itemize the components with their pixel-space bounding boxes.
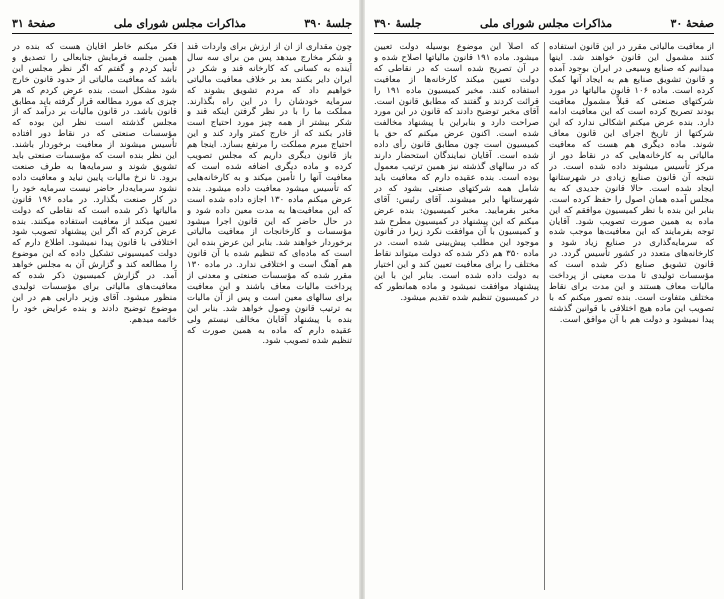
left-column-left-text: فکر میکنم خاطر آقایان هست که بنده در همین جلسه فرمایش جنابعالی را تصدیق و تأیید کردم و گفتم که اگر نظر مجلس این باشد که معافیت مالیاتی از حدود قانون خارج شود مشکل است. بنده عرض کردم که هر چیزی که مورد مطالعه قرار گرفته باید مطابق قانون باشد. در قانون مالیات بر درآمد که از مجلس گذشته است نظر این بوده که مؤسسات صنعتی که در نقاط دور افتاده تأسیس میشوند از معافیت برخوردار باشند. این نظر بنده است که مؤسسات صنعتی باید تشویق شوند و سرمایه‌ها به طرف صنعت برود. تا نرخ مالیات پایین نیاید و معافیت داده نشود سرمایه‌دار حاضر نیست سرمایه خود را در کار صنعت بگذارد. در ماده ۱۹۶ قانون مالیاتها ذکر شده است که نقاطی که دولت تعیین میکند از معافیت استفاده میکنند. بنده عرض کردم که اگر این پیشنهاد تصویب شود اختلافی با قانون پیدا نمیشود. اطلاع دارم که دولت کمیسیونی تشکیل داده که این موضوع را مطالعه کند و گزارش آن به مجلس خواهد آمد. در گزارش کمیسیون ذکر شده که معافیت‌های مالیاتی برای مؤسسات تولیدی منظور میشود. آقای وزیر دارایی هم در این موضوع توضیح دادند و بنده عرایض خود را خاتمه میدهم.: [12, 42, 177, 325]
left-header-rule: [12, 33, 352, 34]
left-running-title: مذاکرات مجلس شورای ملی: [113, 16, 247, 30]
right-session-label: جلسهٔ ۳۹۰: [374, 16, 422, 30]
right-page-number: صفحهٔ ۳۰: [670, 16, 714, 30]
right-column-divider: [544, 42, 545, 590]
left-page-number: صفحهٔ ۳۱: [12, 16, 56, 30]
left-page-column-left: [12, 42, 177, 590]
right-header-rule: [374, 33, 714, 34]
right-page-column-left: [374, 42, 539, 590]
left-session-label: جلسهٔ ۳۹۰: [304, 16, 352, 30]
left-page-column-right: [187, 42, 352, 590]
right-page: [362, 0, 724, 599]
right-page-column-right: [549, 42, 714, 590]
left-column-right-text: چون مقداری از آن از ارزش برای واردات قند و شکر مخارج میدهد پس من برای سه سال آینده به کسانی که کارخانه قند و شکر در ایران دایر بکنند بعد بر خلاف معافیت مالیاتی خواهیم داد که مردم تشویق بشوند که سرمایه خودشان را در این راه بگذارند. مملکت ما را با در نظر گرفتن اینکه قند و شکر بیشتر از همه چیز مورد احتیاج است قادر بکند که از خارج کمتر وارد کند و این احتیاج مبرم مملکت را مرتفع بسازد. اینجا هم باز قانون دیگری داریم که مجلس تصویب کرده و ماده دیگری اضافه شده است که معافیت آنها را تأمین میکند و به کارخانه‌هایی که تأسیس میشود معافیت داده میشود. بنده عرض میکنم ماده ۱۳۰ اجازه داده شده است که این معافیت‌ها به مدت معین داده شود و در حال حاضر که این قانون اجرا میشود مؤسسات و کارخانجات از معافیت مالیاتی برخوردار خواهند شد. بنابر این عرض بنده این است که ماده‌ای که تنظیم شده با آن قانون هم آهنگ است و اختلافی ندارد. در ماده ۱۳۰ مقرر شده که مؤسسات صنعتی و معدنی از پرداخت مالیات معاف باشند و این معافیت برای سالهای معین است و پس از آن مالیات به ترتیب قانون وصول خواهد شد. بنابر این بنده با پیشنهاد آقایان مخالف نیستم ولی عقیده دارم که ماده به همین صورت که تنظیم شده تصویب شود.: [187, 42, 352, 347]
right-column-right-text: از معافیت مالیاتی مقرر در این قانون استفاده کنند مشمول این قانون خواهند شد. اینها میدانیم که صنایع وسیعی در ایران بوجود آمده و قانون تشویق صنایع هم به ایجاد آنها کمک کرده است. ماده ۱۰۶ قانون مالیاتها در مورد شرکتهای صنعتی که قبلاً مشمول معافیت بودند تصریح کرده است که این معافیت ادامه دارد. بنده عرض میکنم اشکالی ندارد که این شرکتها از تاریخ اجرای این قانون معاف شوند. ماده دیگری هم هست که معافیت مالیاتی به کارخانه‌هایی که در نقاط دور از مرکز تأسیس میشوند داده شده است. در نتیجه آن قانون صنایع زیادی در شهرستانها ایجاد شده است. حالا قانون جدیدی که به مجلس آمده همان اصول را حفظ کرده است. بنابر این بنده با نظر کمیسیون موافقم که این ماده به همین صورت تصویب شود. آقایان توجه بفرمایند که این معافیت‌ها موجب شده که سرمایه‌گذاری در صنایع زیاد شود و کارخانه‌های متعدد در کشور تأسیس گردد. در قانون تشویق صنایع ذکر شده است که مؤسسات تولیدی تا مدت معینی از پرداخت مالیات معاف هستند و این مدت برای نقاط مختلف متفاوت است. بنده تصور میکنم که با تصویب این ماده هیچ اختلافی با قوانین گذشته پیدا نمیشود و دولت هم با آن موافق است.: [549, 42, 714, 325]
right-running-title: مذاکرات مجلس شورای ملی: [480, 16, 613, 30]
right-page-header: [374, 14, 714, 32]
right-column-left-text: که اصلاً این موضوع بوسیله دولت تعیین میشود. ماده ۱۹۱ قانون مالیاتها اصلاح شده و در آن تصریح شده است که در نقاطی که دولت تعیین میکند کارخانه‌ها از معافیت استفاده کنند. مخبر کمیسیون ماده ۱۹۱ را قرائت کردند و گفتند که مطابق قانون است. آقای مخبر توضیح دادند که قانون در این مورد صراحت دارد و بنابراین با پیشنهاد مخالفت شده است. اکنون عرض میکنم که حق با کمیسیون است چون مطابق قانون رأی داده شده است. آقایان نمایندگان استحضار دارند که در سالهای گذشته نیز همین ترتیب معمول بوده است. بنده عقیده دارم که معافیت باید شامل همه شرکتهای صنعتی بشود که در شهرستانها دایر میشوند. آقای رئیس: آقای مخبر بفرمایید. مخبر کمیسیون: بنده عرض میکنم که این پیشنهاد در کمیسیون مطرح شد و کمیسیون با آن موافقت نکرد زیرا در قانون موجود این مطلب پیش‌بینی شده است. در ماده ۳۵۰ هم ذکر شده که دولت میتواند نقاط مختلف را برای معافیت تعیین کند و این اختیار به دولت داده شده است. بنابر این با این پیشنهاد موافقت نمیشود و ماده همانطور که در کمیسیون تنظیم شده تقدیم میشود.: [374, 42, 539, 303]
left-page-header: [12, 14, 352, 32]
left-column-divider: [182, 42, 183, 590]
